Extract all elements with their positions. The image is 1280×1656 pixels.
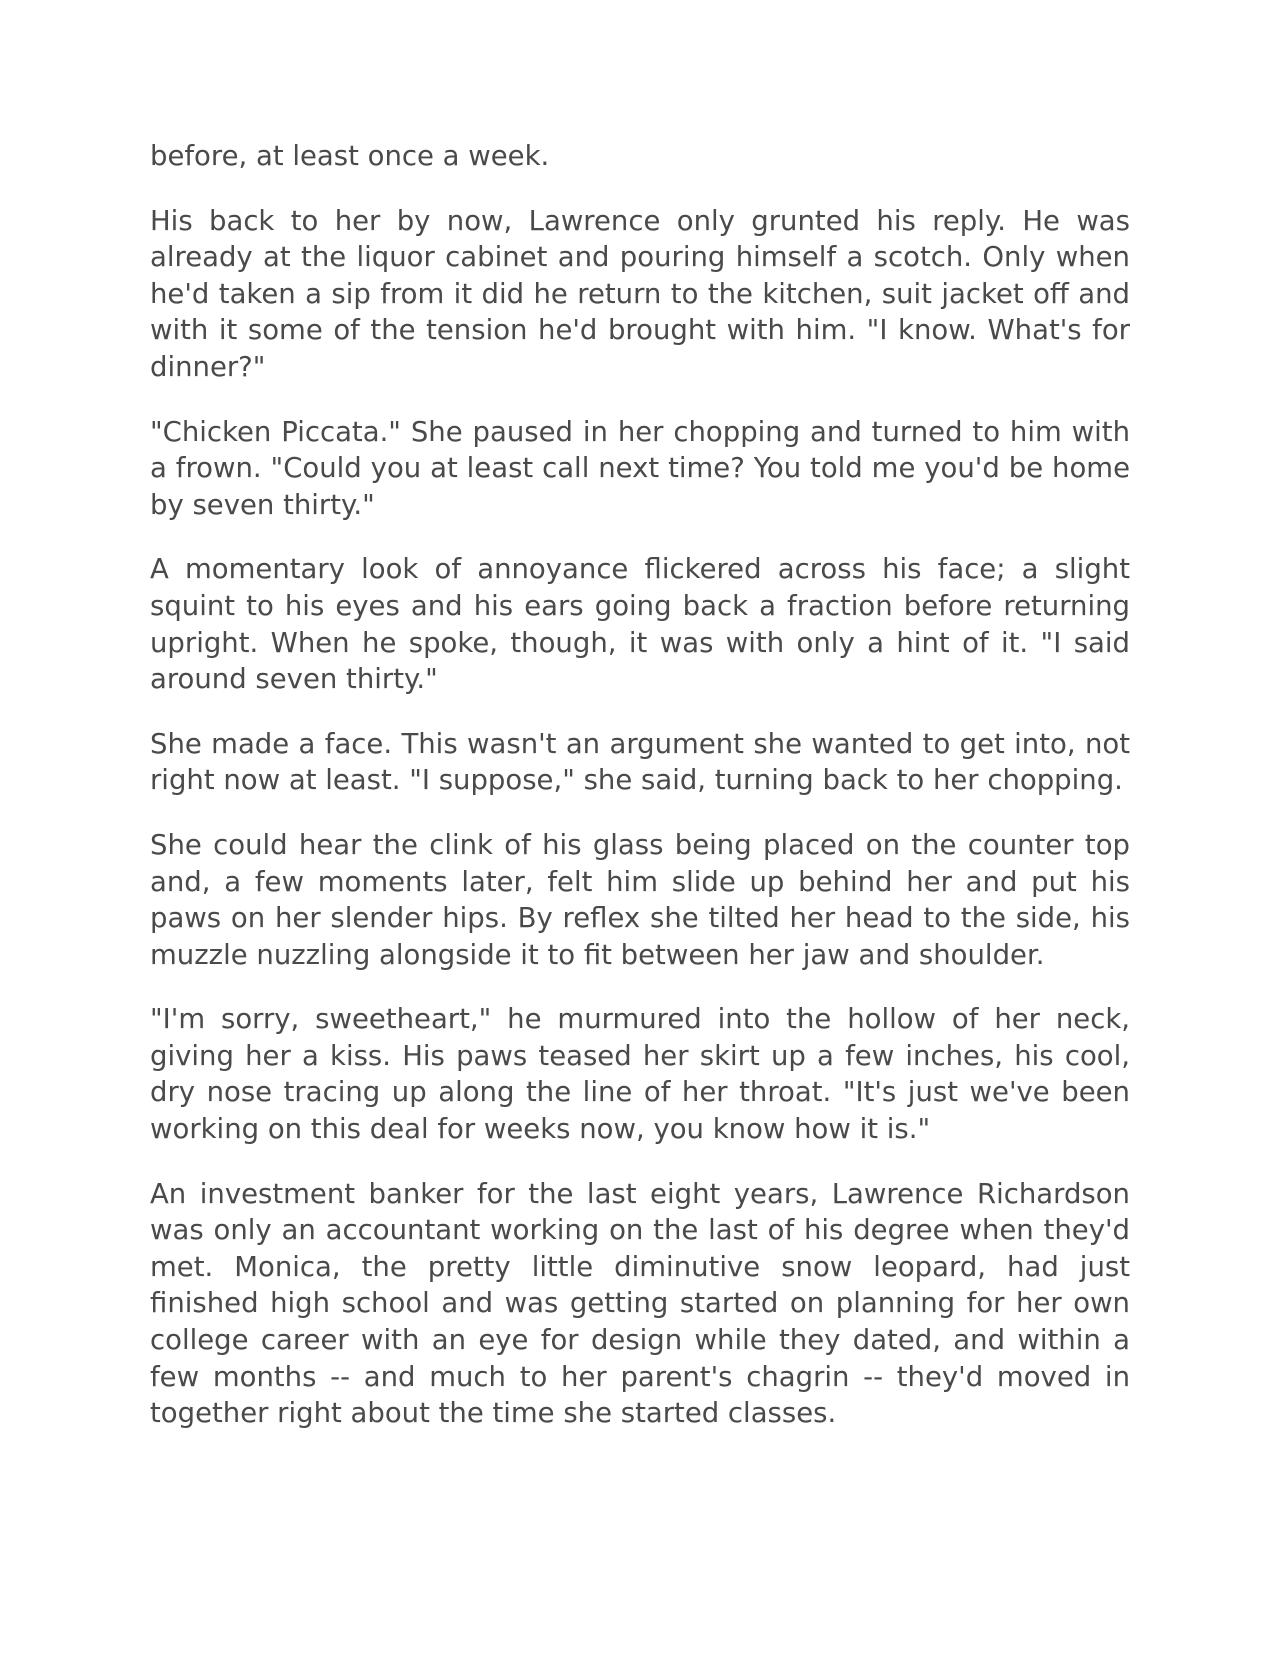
paragraph-6: She could hear the clink of his glass being placed on the counter top and, a few moments later, felt him slide up behind her and put his paws on her slender hips. By reflex she tilted her head to the side, his muzzle nuzzling alongside it to fit between her jaw and shoulder. <box>150 828 1130 971</box>
paragraph-5: She made a face. This wasn't an argument she wanted to get into, not right now at least. "I suppose," she said, turning back to her chopping. <box>150 727 1130 797</box>
text-body <box>150 138 1130 1460</box>
paragraph-1: before, at least once a week. <box>150 140 550 172</box>
paragraph-2: His back to her by now, Lawrence only grunted his reply. He was already at the liquor cabinet and pouring himself a scotch. Only when he'd taken a sip from it did he return to the kitchen, suit jacket off and with it some of the tension he'd brought with him. "I know. What's for dinner?" <box>150 204 1130 383</box>
paragraph-8: An investment banker for the last eight years, Lawrence Richardson was only an accountant working on the last of his degree when they'd met. Monica, the pretty little diminutive snow leopard, had just finished high school and was getting started on planning for her own college career with an eye for design while they dated, and within a few months -- and much to her parent's chagrin -- they'd moved in together right about the time she started classes. <box>150 1177 1130 1430</box>
paragraph-7: "I'm sorry, sweetheart," he murmured into the hollow of her neck, giving her a kiss. His paws teased her skirt up a few inches, his cool, dry nose tracing up along the line of her throat. "It's just we've been working on this deal for weeks now, you know how it is." <box>150 1003 1130 1146</box>
paragraph-4: A momentary look of annoyance flickered across his face; a slight squint to his eyes and his ears going back a fraction before returning upright. When he spoke, though, it was with only a hint of it. "I said around seven thirty." <box>150 553 1130 696</box>
paragraph-3: "Chicken Piccata." She paused in her chopping and turned to him with a frown. "Could you at least call next time? You told me you'd be home by seven thirty." <box>150 415 1130 521</box>
